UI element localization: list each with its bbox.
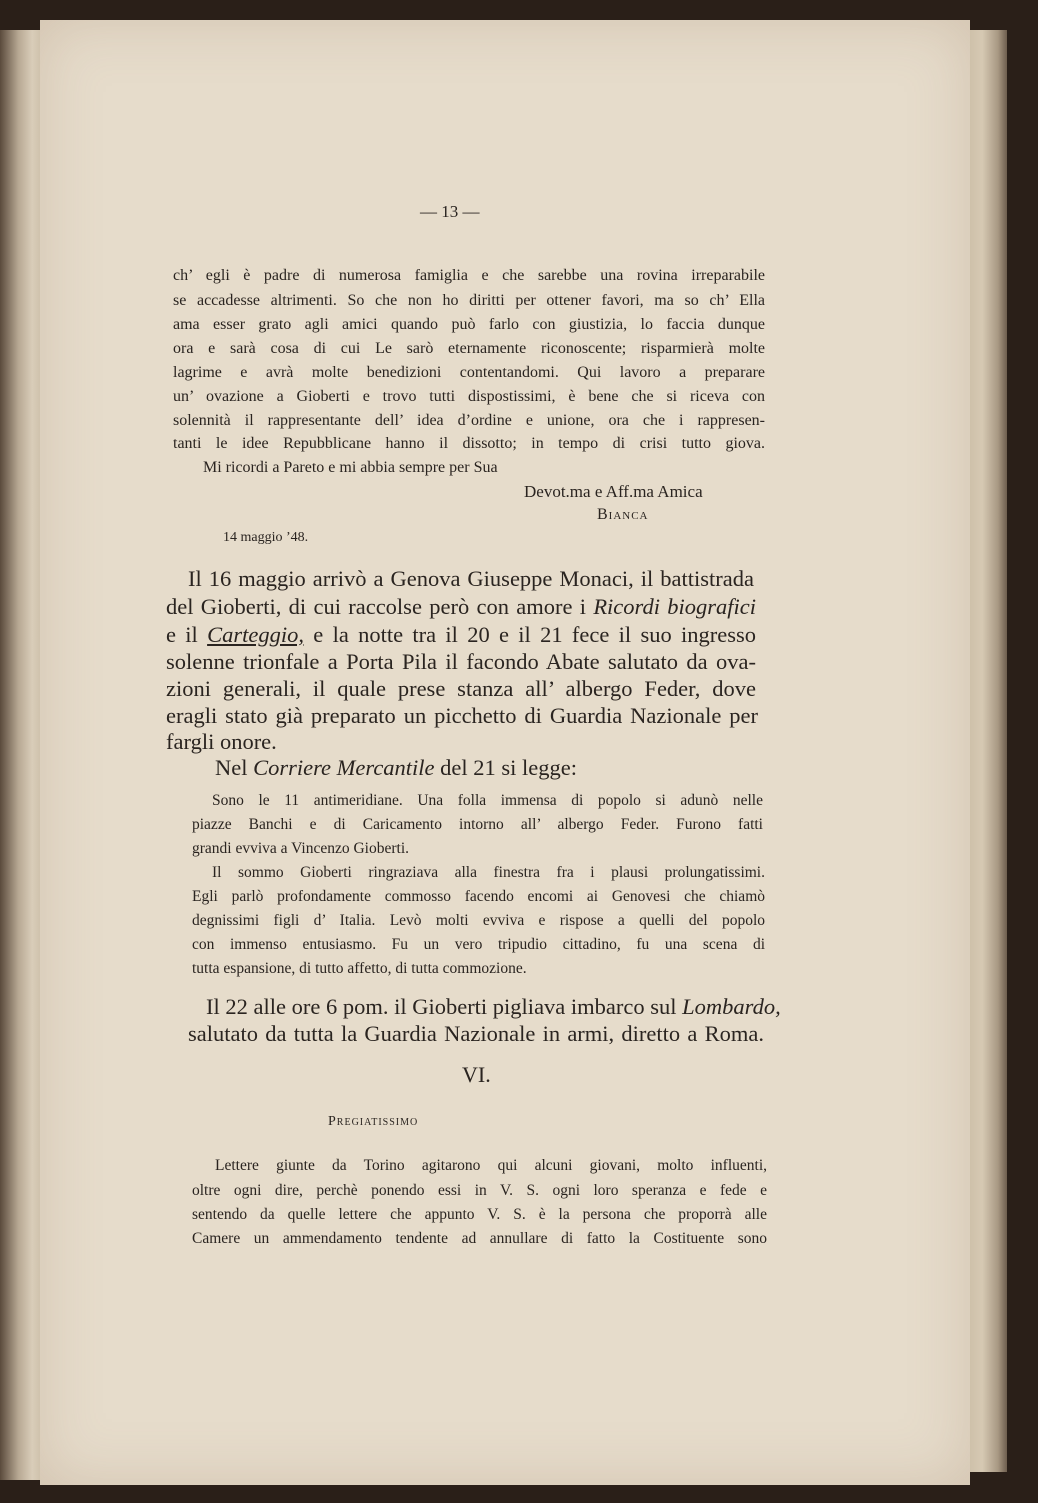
body-text: Nel <box>215 755 254 780</box>
body-text: del 21 si legge: <box>434 755 578 780</box>
letter-line: ch’ egli è padre di numerosa famiglia e che sarebbe una rovina irreparabile <box>173 267 765 284</box>
quote-line: Sono le 11 antimeridiane. Una folla immensa di popolo si adunò nelle <box>212 792 763 809</box>
quote-line: grandi evviva a Vincenzo Gioberti. <box>192 840 409 857</box>
body-line <box>166 622 756 648</box>
letter-line: ora e sarà cosa di cui Le sarò eternamente riconoscente; risparmierà molte <box>173 340 765 357</box>
letter-line: un’ ovazione a Gioberti e trovo tutti dispostissimi, è bene che si riceva con <box>173 388 765 405</box>
body-line: fargli onore. <box>166 729 277 754</box>
signature-line: Devot.ma e Aff.ma Amica <box>524 482 703 501</box>
body-text: Il 22 alle ore 6 pom. il Gioberti pigliava imbarco sul <box>206 994 683 1019</box>
body-line: salutato da tutta la Guardia Nazionale in armi, diretto a Roma. <box>188 1021 764 1046</box>
book-title-ricordi: Ricordi biografici <box>593 594 757 619</box>
letter-line: Lettere giunte da Torino agitarono qui alcuni giovani, molto influenti, <box>215 1157 767 1174</box>
book-page <box>40 20 970 1485</box>
quote-line: piazze Banchi e di Caricamento intorno all’ albergo Feder. Furono fatti <box>192 816 763 833</box>
body-line: zioni generali, il quale prese stanza all’ albergo Feder, dove <box>166 676 756 701</box>
quote-line: degnissimi figli d’ Italia. Levò molti evviva e rispose a quelli del popolo <box>192 912 765 929</box>
quote-line: Egli parlò profondamente commosso facendo encomi ai Genovesi che chiamò <box>192 888 765 905</box>
letter-line: Camere un ammendamento tendente ad annullare di fatto la Costituente sono <box>192 1230 767 1247</box>
body-text: del Gioberti, di cui raccolse però con amore i <box>166 594 594 619</box>
quote-line: Il sommo Gioberti ringraziava alla finestra fra i plausi prolungatissimi. <box>212 864 765 881</box>
body-text: e la notte tra il 20 e il 21 fece il suo ingresso <box>303 622 756 647</box>
quote-line: tutta espansione, di tutto affetto, di tutta commozione. <box>192 960 527 977</box>
letter-line: tanti le idee Repubblicane hanno il dissotto; in tempo di crisi tutto giova. <box>173 435 765 452</box>
body-line: Il 16 maggio arrivò a Genova Giuseppe Monaci, il battistrada <box>188 566 754 591</box>
newspaper-title: Corriere Mercantile <box>253 755 435 780</box>
page-number: — 13 — <box>420 202 480 221</box>
letter-closing: Mi ricordi a Pareto e mi abbia sempre per Sua <box>203 459 498 476</box>
body-line <box>206 994 781 1020</box>
section-heading: VI. <box>462 1062 491 1087</box>
letter-line: se accadesse altrimenti. So che non ho diritti per ottener favori, ma so ch’ Ella <box>173 292 765 309</box>
letter-line: sentendo da quelle lettere che appunto V. S. è la persona che proporrà alle <box>192 1206 767 1223</box>
salutation: Pregiatissimo <box>328 1114 419 1129</box>
body-text: e il <box>166 622 208 647</box>
book-title-carteggio: Carteggio, <box>207 622 304 647</box>
signature-name: Bianca <box>597 506 649 523</box>
body-line: eragli stato già preparato un picchetto di Guardia Nazionale per <box>166 703 758 728</box>
letter-line: lagrime e avrà molte benedizioni contentandomi. Qui lavoro a preparare <box>173 364 765 381</box>
letter-line: solennità il rappresentante dell’ idea d’ordine e unione, ora che i rappresen- <box>173 412 765 429</box>
letter-line: oltre ogni dire, perchè ponendo essi in V. S. ogni loro speranza e fede e <box>192 1182 767 1199</box>
body-line <box>166 594 756 620</box>
letter-line: ama esser grato agli amici quando può farlo con giustizia, lo faccia dunque <box>173 316 765 333</box>
body-line <box>215 755 577 781</box>
body-line: solenne trionfale a Porta Pila il facondo Abate salutato da ova- <box>166 649 756 674</box>
quote-line: con immenso entusiasmo. Fu un vero tripudio cittadino, fu una scena di <box>192 936 765 953</box>
ship-name: Lombardo, <box>682 994 781 1019</box>
letter-date: 14 maggio ’48. <box>223 530 309 545</box>
